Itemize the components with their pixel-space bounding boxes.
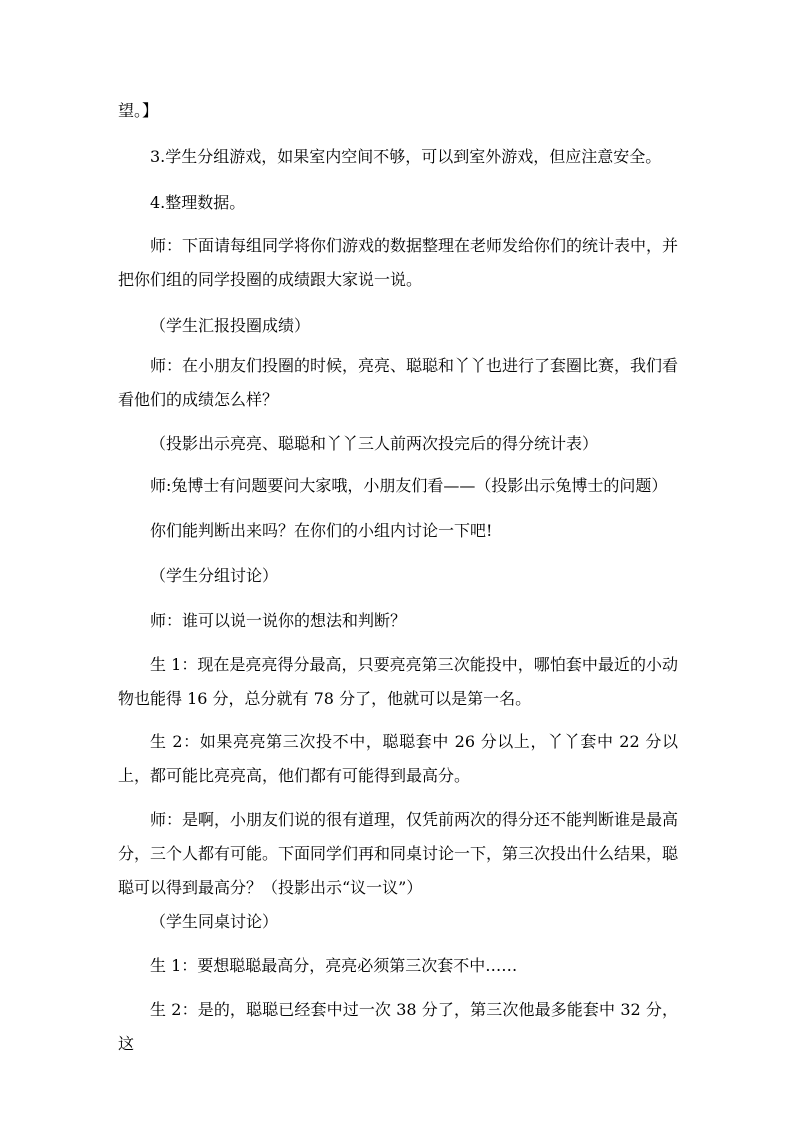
paragraph-note-3: （学生分组讨论）	[150, 566, 279, 585]
paragraph-note-4: （学生同桌讨论）	[150, 912, 279, 931]
paragraph-step-4: 4.整理数据。	[150, 193, 246, 212]
paragraph-teacher-1: 师：下面请每组同学将你们游戏的数据整理在老师发给你们的统计表中，并把你们组的同学投圈的成绩跟大家说一说。	[118, 236, 679, 289]
paragraph-student-2: 生 2：如果亮亮第三次投不中，聪聪套中 26 分以上，丫丫套中 22 分以上，都可能比亮亮高，他们都有可能得到最高分。	[118, 732, 678, 785]
paragraph-step-3: 3.学生分组游戏，如果室内空间不够，可以到室外游戏，但应注意安全。	[150, 147, 662, 166]
paragraph-teacher-5: 师：是啊，小朋友们说的很有道理，仅凭前两次的得分还不能判断谁是最高分，三个人都有可能。下面同学们再和同桌讨论一下，第三次投出什么结果，聪聪可以得到最高分？（投影出示“议一议”）	[118, 810, 679, 897]
paragraph-continuation: 望。】	[118, 101, 159, 120]
paragraph-note-2: （投影出示亮亮、聪聪和丫丫三人前两次投完后的得分统计表）	[150, 434, 599, 453]
paragraph-student-1: 生 1：现在是亮亮得分最高，只要亮亮第三次能投中，哪怕套中最近的小动物也能得 16 分，总分就有 78 分了，他就可以是第一名。	[118, 655, 678, 708]
paragraph-student-4: 生 2：是的，聪聪已经套中过一次 38 分了，第三次他最多能套中 32 分，这	[118, 1000, 678, 1053]
paragraph-teacher-2: 师：在小朋友们投圈的时候，亮亮、聪聪和丫丫也进行了套圈比赛，我们看看他们的成绩怎么样？	[118, 356, 679, 409]
paragraph-note-1: （学生汇报投圈成绩）	[150, 316, 311, 335]
paragraph-teacher-4: 师：谁可以说一说你的想法和判断？	[150, 611, 407, 630]
paragraph-student-3: 生 1：要想聪聪最高分，亮亮必须第三次套不中……	[150, 956, 518, 975]
paragraph-question: 你们能判断出来吗？在你们的小组内讨论一下吧!	[150, 521, 493, 540]
paragraph-teacher-3: 师:兔博士有问题要问大家哦，小朋友们看——（投影出示兔博士的问题）	[150, 476, 668, 495]
